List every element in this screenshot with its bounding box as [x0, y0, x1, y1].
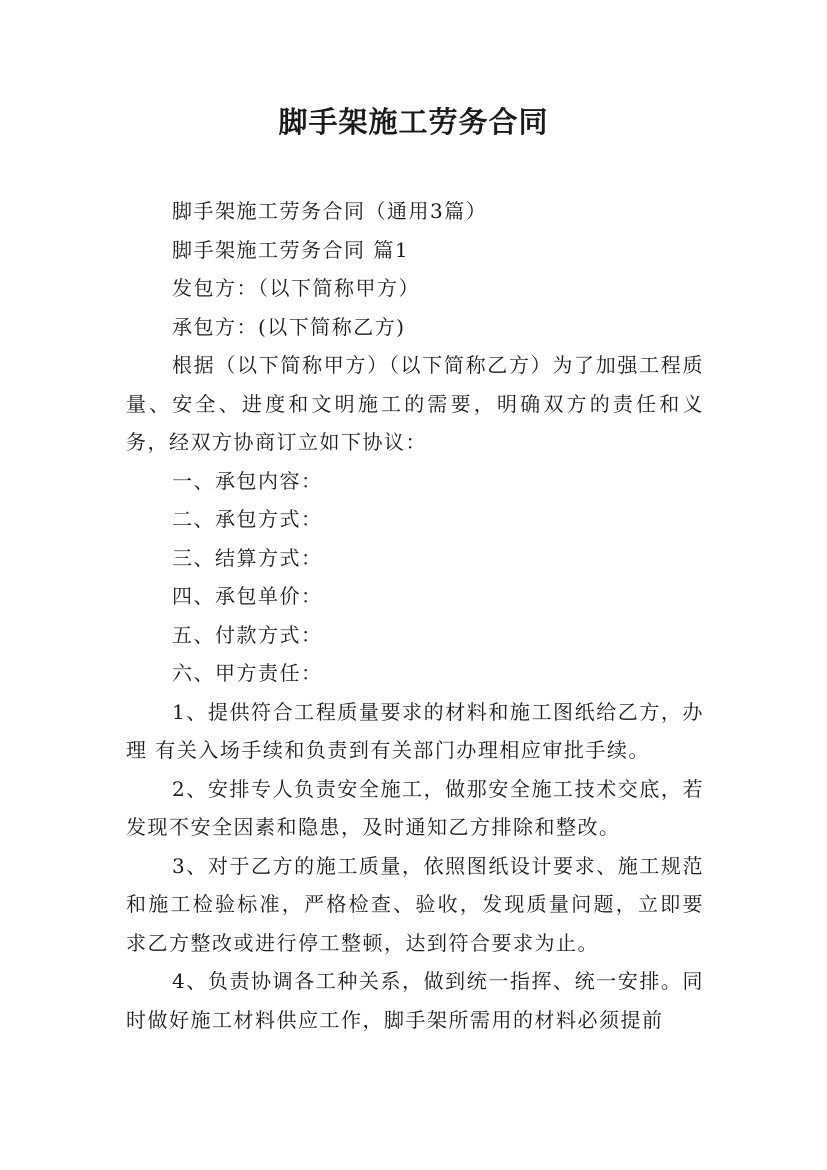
paragraph: 脚手架施工劳务合同 篇1 [172, 237, 410, 262]
paragraph: 一、承包内容： [172, 468, 323, 493]
paragraph: 根据（以下简称甲方）（以下简称乙方）为了加强工程质量、安全、进度和文明施工的需要，明确双方的责任和义务，经双方协商订立如下协议： [126, 353, 704, 454]
paragraph: 四、承包单价： [172, 584, 323, 608]
paragraph: 五、付款方式： [172, 622, 323, 647]
paragraph: 脚手架施工劳务合同（通用3篇） [172, 199, 488, 223]
paragraph: 承包方：(以下简称乙方) [172, 314, 406, 339]
paragraph: 二、承包方式： [172, 507, 323, 531]
document-body [126, 192, 704, 1039]
paragraph: 发包方：（以下简称甲方） [172, 276, 420, 300]
document-title: 脚手架施工劳务合同 [278, 105, 549, 139]
paragraph: 4、负责协调各工种关系，做到统一指挥、统一安排。同时做好施工材料供应工作，脚手架所需用的材料必须提前 [126, 969, 704, 1032]
paragraph: 三、结算方式： [172, 545, 323, 570]
paragraph: 1、提供符合工程质量要求的材料和施工图纸给乙方，办理 有关入场手续和负责到有关部门办理相应审批手续。 [126, 699, 704, 762]
paragraph: 六、甲方责任： [172, 661, 323, 685]
paragraph: 3、对于乙方的施工质量，依照图纸设计要求、施工规范和施工检验标准，严格检查、验收，发现质量问题，立即要求乙方整改或进行停工整顿，达到符合要求为止。 [126, 853, 704, 955]
paragraph: 2、安排专人负责安全施工，做那安全施工技术交底，若发现不安全因素和隐患，及时通知乙方排除和整改。 [126, 776, 704, 839]
